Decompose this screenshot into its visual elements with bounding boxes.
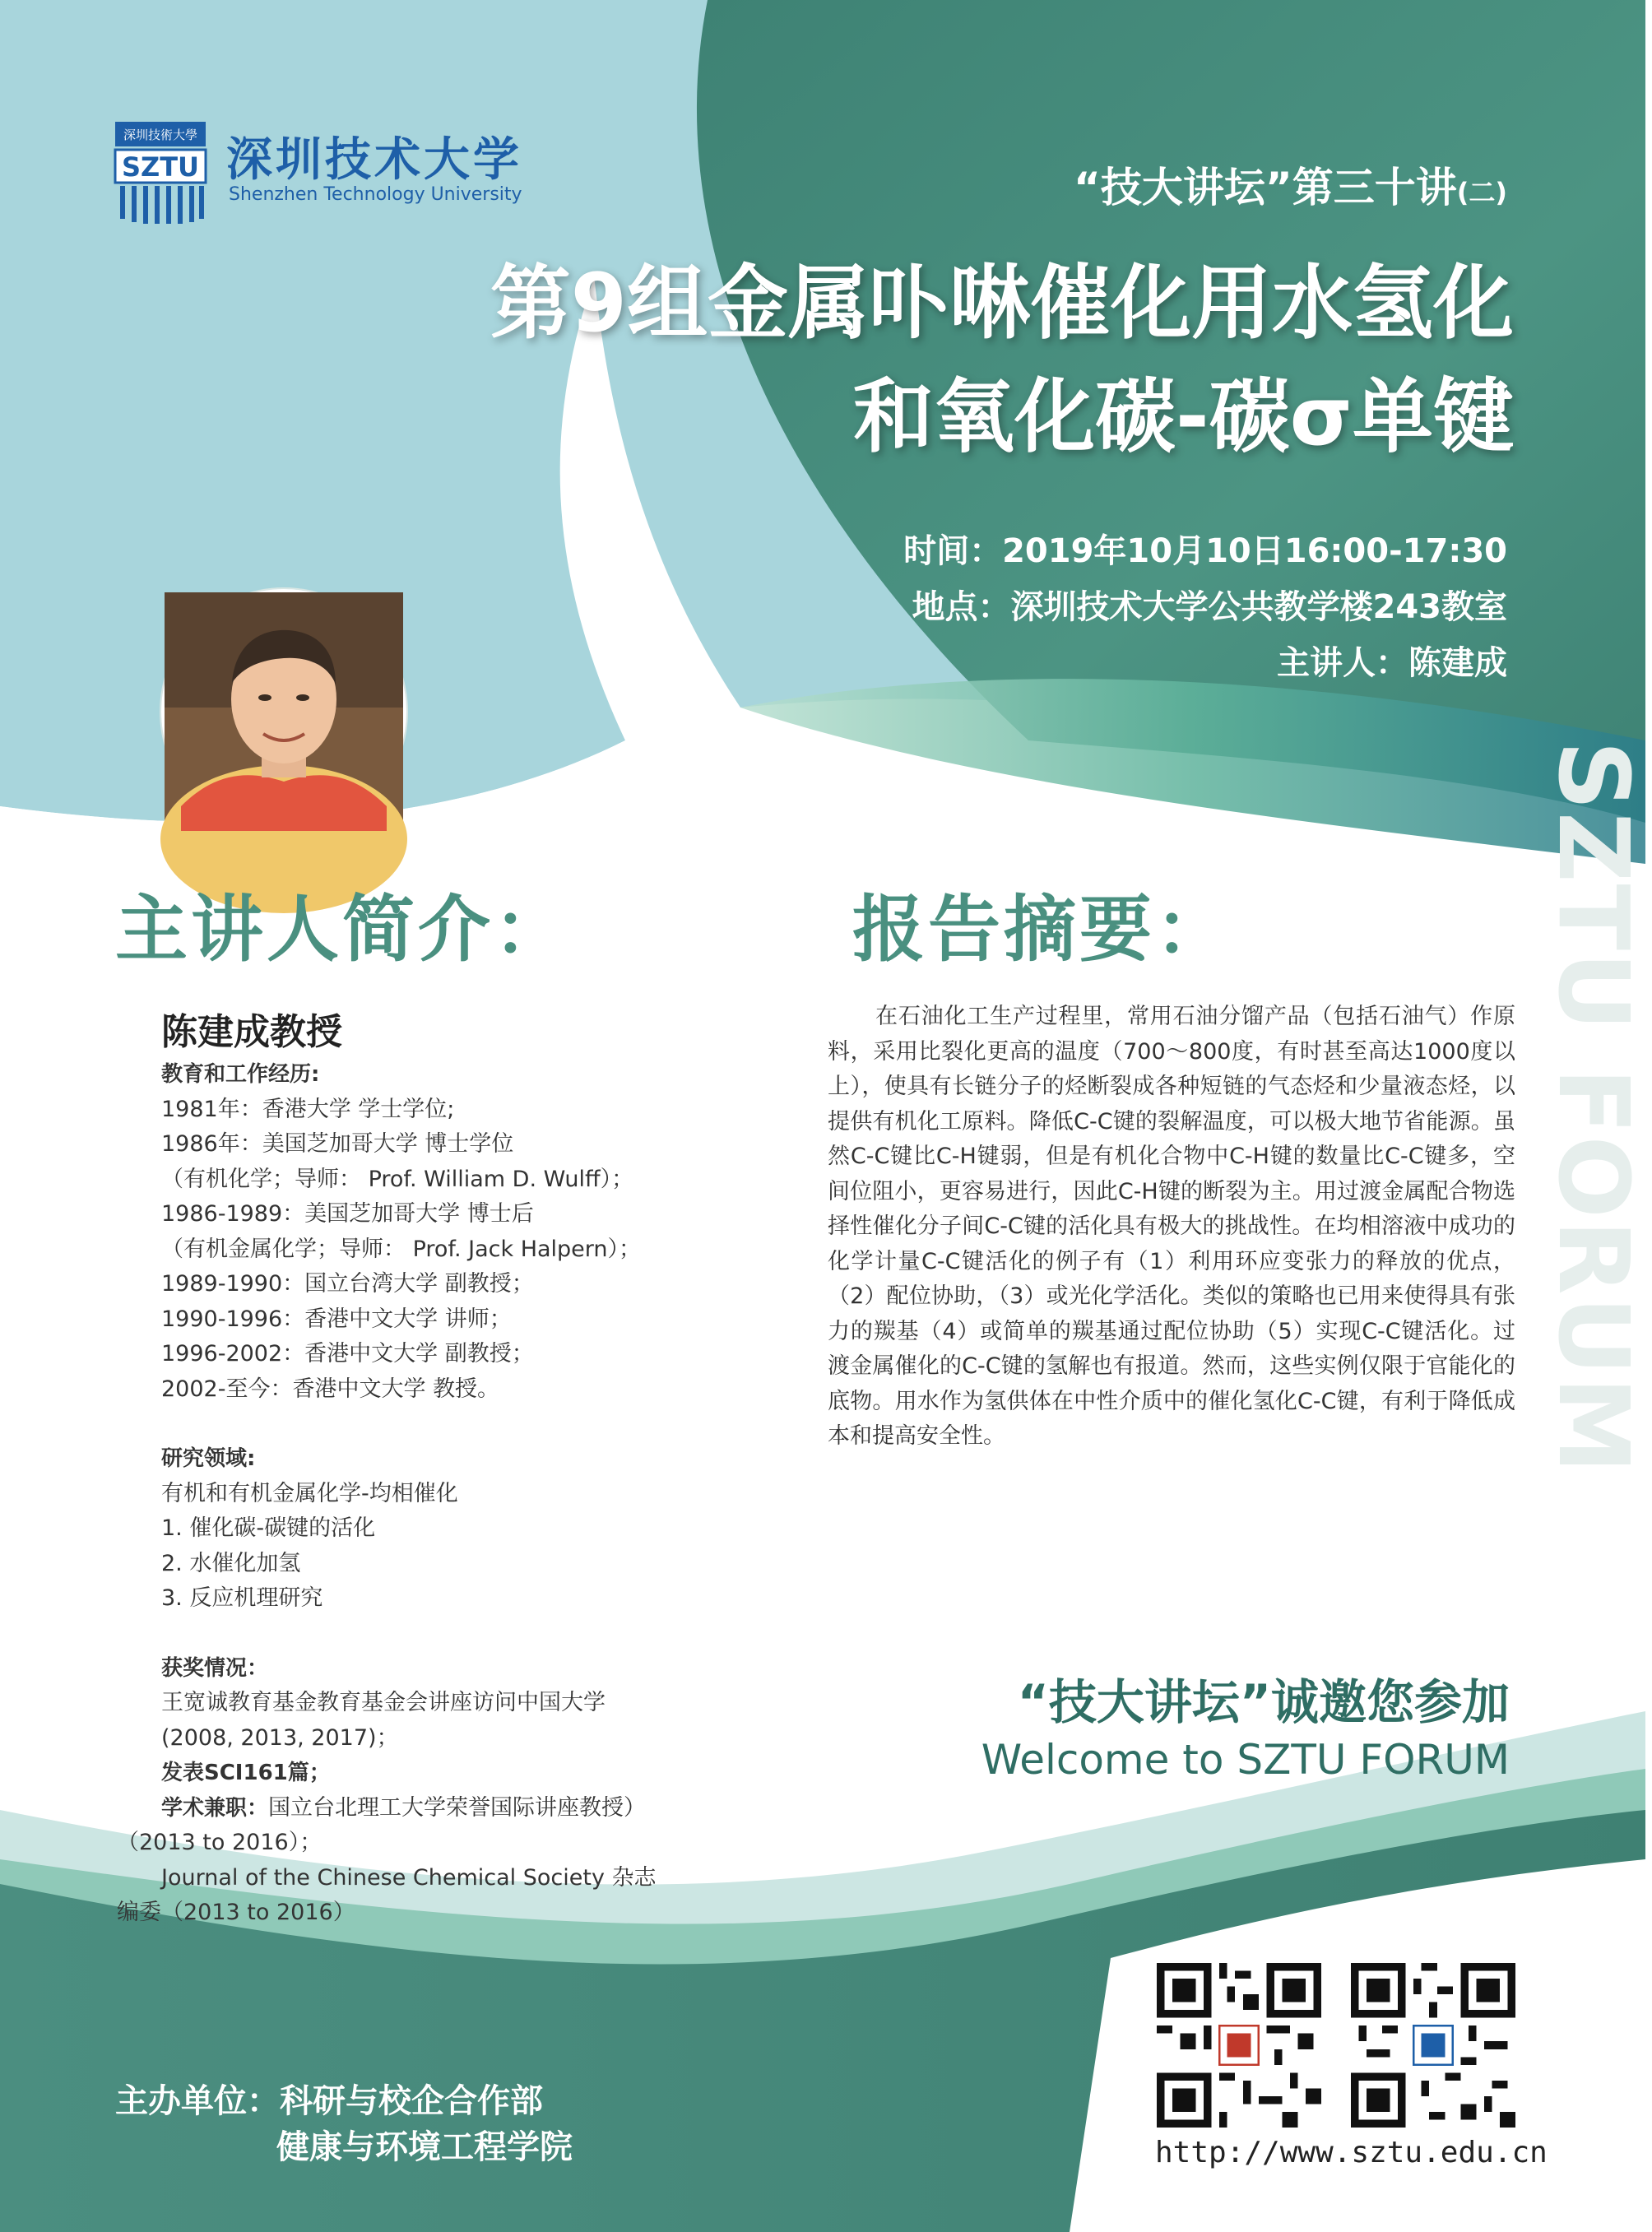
positions-line-2: （2013 to 2016）； (117, 1830, 323, 1855)
research-item: 3. 反应机理研究 (161, 1585, 323, 1611)
journal-line-1: Journal of the Chinese Chemical Society 杂志 (161, 1864, 657, 1891)
edu-item: 1990-1996：香港中文大学 讲师； (161, 1306, 512, 1332)
invitation-en: Welcome to SZTU FORUM (981, 1736, 1510, 1784)
qr-code-icon (1351, 1963, 1515, 2128)
edu-item: （有机化学；导师： Prof. William D. Wulff）； (161, 1166, 634, 1192)
edu-item: 1989-1990：国立台湾大学 副教授； (161, 1271, 534, 1297)
qr-code-left[interactable] (1152, 1958, 1326, 2132)
edu-item: 1981年：香港大学 学士学位; (161, 1096, 455, 1122)
papers-count: 发表SCI161篇； (161, 1761, 331, 1785)
qr-code-icon (1157, 1963, 1321, 2128)
invitation (981, 1664, 1510, 1784)
speaker-portrait (161, 589, 406, 834)
edu-item: 1986-1989：美国芝加哥大学 博士后 (161, 1201, 534, 1227)
university-logo (115, 115, 543, 230)
positions-text: 国立台北理工大学荣誉国际讲座教授） (268, 1794, 647, 1821)
sztu-shield-icon (115, 122, 206, 224)
organizer-line-2: 健康与环境工程学院 (276, 2128, 573, 2166)
organizers (115, 2078, 573, 2170)
qr-code-right[interactable] (1346, 1958, 1520, 2132)
edu-item: 1986年：美国芝加哥大学 博士学位 (161, 1131, 514, 1157)
logo-badge-abbr: SZTU (121, 151, 200, 183)
edu-label: 教育和工作经历: (161, 1062, 320, 1087)
research-item: 1. 催化碳-碳键的活化 (161, 1515, 376, 1541)
lecture-speaker: 主讲人：陈建成 (1277, 644, 1507, 682)
speaker-bio (117, 1008, 696, 1931)
lecture-series (1074, 155, 1507, 214)
abstract-heading: 报告摘要： (852, 887, 1232, 972)
title-line-1: 第9组金属卟啉催化用水氢化 (490, 257, 1514, 350)
bio-heading: 主讲人简介： (115, 887, 570, 972)
lecture-title (362, 247, 1514, 474)
title-line-2: 和氧化碳-碳σ单键 (853, 370, 1514, 464)
awards-line-1: 王宽诚教育基金教育基金会讲座访问中国大学 (161, 1690, 606, 1715)
research-intro: 有机和有机金属化学-均相催化 (161, 1480, 458, 1506)
organizer-line-1: 主办单位：科研与校企合作部 (115, 2082, 543, 2120)
edu-item: 2002-至今：香港中文大学 教授。 (161, 1376, 500, 1402)
awards-label: 获奖情况： (161, 1655, 269, 1681)
journal-line-2: 编委（2013 to 2016） (117, 1900, 355, 1925)
abstract-body (828, 1000, 1515, 1455)
series-label: “技大讲坛”第三十讲 (1074, 164, 1457, 211)
invitation-cn: “技大讲坛”诚邀您参加 (1017, 1674, 1510, 1730)
positions-label: 学术兼职： (161, 1795, 269, 1821)
logo-badge-text: 深圳技術大學 (123, 128, 198, 142)
sztu-forum-watermark (1537, 740, 1652, 1728)
portrait-icon (165, 592, 403, 831)
research-label: 研究领域: (161, 1446, 256, 1471)
lecture-time: 时间：2019年10月10日16:00-17:30 (903, 532, 1507, 570)
lecture-venue: 地点：深圳技术大学公共教学楼243教室 (912, 588, 1507, 626)
series-suffix: (二) (1456, 177, 1507, 208)
vertical-text: SZTU FORUM (1537, 740, 1650, 1475)
website-url[interactable]: http://www.sztu.edu.cn (1155, 2136, 1548, 2169)
edu-item: 1996-2002：香港中文大学 副教授； (161, 1341, 534, 1367)
logo-name-en: Shenzhen Technology University (229, 184, 522, 205)
research-item: 2. 水催化加氢 (161, 1550, 301, 1576)
logo-name-cn: 深圳技术大学 (226, 133, 522, 187)
abstract-text: 在石油化工生产过程里，常用石油分馏产品（包括石油气）作原料，采用比裂化更高的温度（700～800度，有时甚至高达1000度以上），使具有长链分子的烃断裂成各种短链的气态烃和少量液态烃，以提供有机化工原料。降低C-C键的裂解温度，可以极大地节省能源。虽然C-C键比C-H键弱，但是有机化合物中C-H键的数量比C-C键多，空间位阻小，更容易进行，因此C-H键的断裂为主。用过渡金属配合物选择性催化分子间C-C键的活化具有极大的挑战性。在均相溶液中成功的化学计量C-C键活化的例子有（1）利用环应变张力的释放的优点，（2）配位协助，（3）或光化学活化。类似的策略也已用来使得具有张力的羰基（4）或简单的羰基通过配位协助（5）实现C-C键活化。过渡金属催化的C-C键的氢解也有报道。然而，这些实例仅限于官能化的底物。用水作为氢供体在中性介质中的催化氢化C-C键，有利于降低成本和提高安全性。 (828, 1004, 1515, 1449)
speaker-name: 陈建成教授 (161, 1011, 342, 1053)
awards-line-2: (2008, 2013, 2017)； (161, 1724, 399, 1751)
edu-item: （有机金属化学；导师： Prof. Jack Halpern）； (161, 1236, 642, 1262)
